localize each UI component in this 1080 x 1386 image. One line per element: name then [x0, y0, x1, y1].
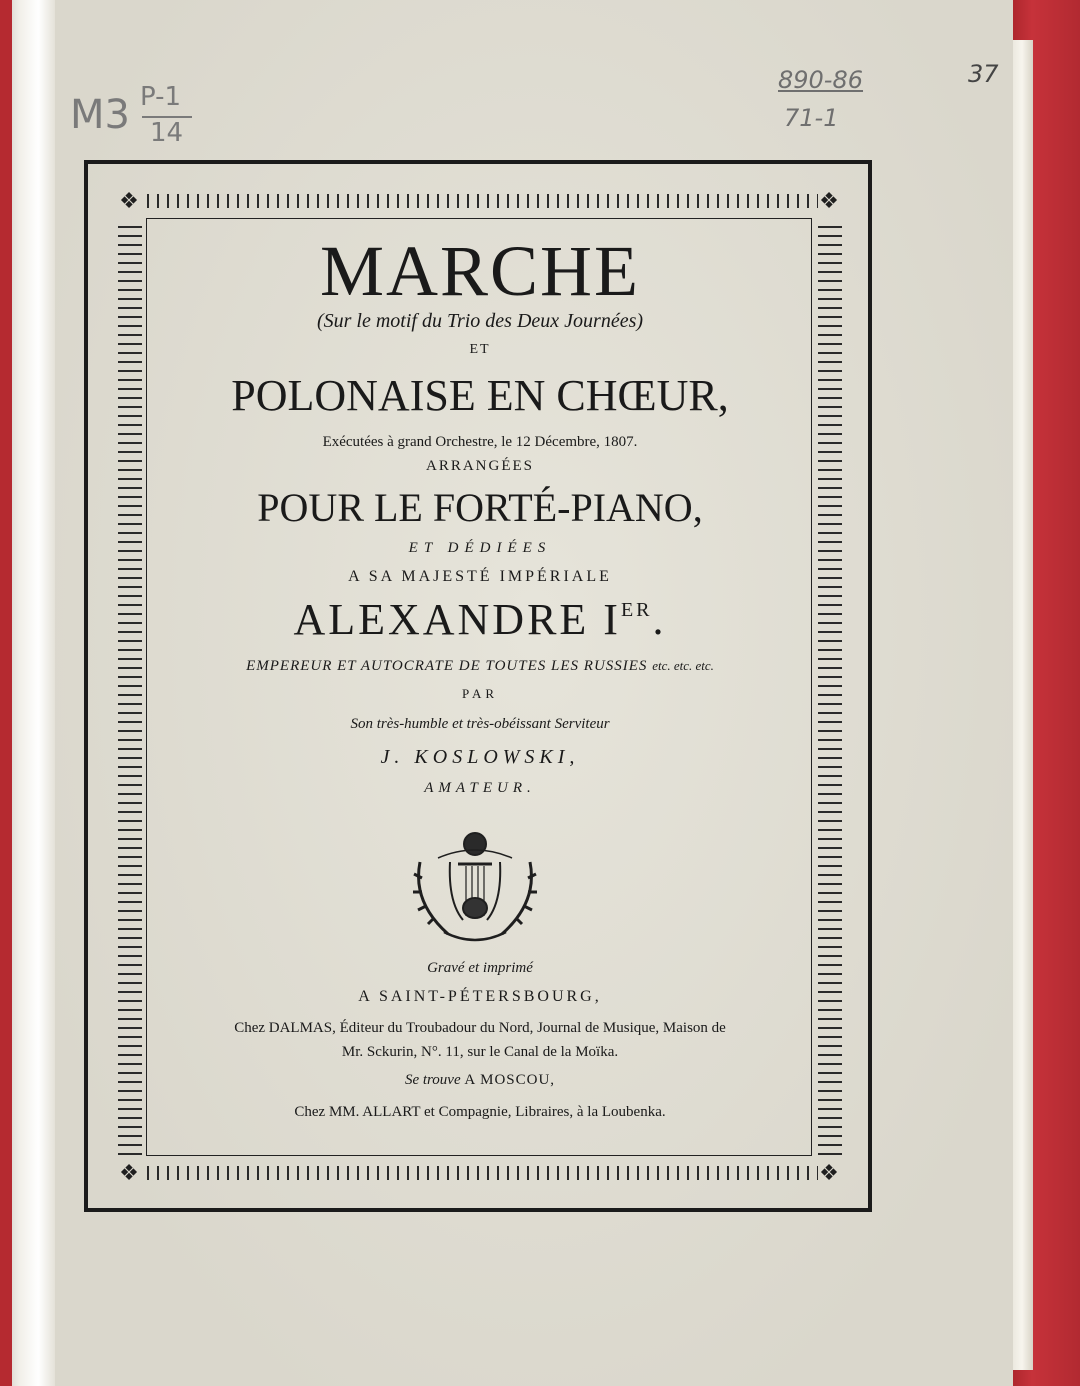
ornament-corner-icon: ❖	[819, 1160, 839, 1185]
title-majeste: A SA MAJESTÉ IMPÉRIALE	[348, 568, 612, 585]
title-forte-piano: POUR LE FORTÉ-PIANO,	[257, 485, 703, 530]
ornamental-border-left	[118, 222, 142, 1156]
imprint-grave: Gravé et imprimé	[427, 960, 533, 976]
title-et: ET	[469, 342, 491, 357]
title-empereur	[150, 658, 810, 675]
ornament-corner-icon: ❖	[119, 188, 139, 213]
imprint-publisher: Chez DALMAS, Éditeur du Troubadour du Nord, Journal de Musique, Maison de	[234, 1020, 726, 1036]
title-marche: MARCHE	[319, 231, 641, 311]
title-serviteur: Son très-humble et très-obéissant Serviteur	[350, 716, 610, 732]
empereur-etc: etc. etc. etc.	[652, 658, 714, 673]
ornamental-border-top	[142, 190, 818, 212]
composer-amateur: AMATEUR.	[424, 780, 536, 796]
ornament-corner-icon: ❖	[119, 1160, 139, 1185]
ornament-corner-icon: ❖	[819, 188, 839, 213]
ornamental-border-bottom	[142, 1162, 818, 1184]
page-edge	[1010, 40, 1033, 1370]
catalog-code-top: 890-86	[778, 66, 864, 94]
title-alexandre	[150, 594, 810, 645]
title-dediees: ET DÉDIÉES	[408, 540, 552, 556]
empereur-title: EMPEREUR ET AUTOCRATE DE TOUTES LES RUSSIES	[246, 658, 648, 674]
title-par: PAR	[461, 686, 499, 701]
alexandre-superscript: ER	[620, 599, 653, 621]
archive-stamp: M3	[70, 92, 130, 138]
imprint-address: Mr. Sckurin, N°. 11, sur le Canal de la Moïka.	[341, 1044, 619, 1060]
alexandre-period: .	[652, 595, 667, 644]
catalog-code-bottom: 71-1	[784, 104, 839, 132]
archive-stamp-fraction-top: P-1	[140, 82, 182, 112]
title-arrangees: ARRANGÉES	[425, 458, 534, 474]
imprint-city: A SAINT-PÉTERSBOURG,	[358, 988, 602, 1005]
performance-date: Exécutées à grand Orchestre, le 12 Décembre, 1807.	[322, 434, 638, 450]
imprint-se-trouve: Se trouve	[404, 1072, 461, 1088]
imprint-allart: Chez MM. ALLART et Compagnie, Libraires, à la Loubenka.	[294, 1104, 666, 1120]
alexandre-name: ALEXANDRE I	[293, 595, 621, 644]
subtitle-motif: (Sur le motif du Trio des Deux Journées)	[316, 310, 644, 332]
spine-binding	[0, 0, 12, 1386]
page-number: 37	[968, 60, 999, 88]
title-polonaise: POLONAISE EN CHŒUR,	[231, 371, 729, 420]
archive-stamp-fraction-bottom: 14	[150, 118, 184, 148]
imprint-moscou: A MOSCOU,	[464, 1072, 556, 1088]
lyre-emblem-icon	[408, 822, 542, 948]
composer-name: J. KOSLOWSKI,	[380, 746, 580, 768]
imprint-moscow	[150, 1072, 810, 1089]
ornamental-border-right	[818, 222, 842, 1156]
